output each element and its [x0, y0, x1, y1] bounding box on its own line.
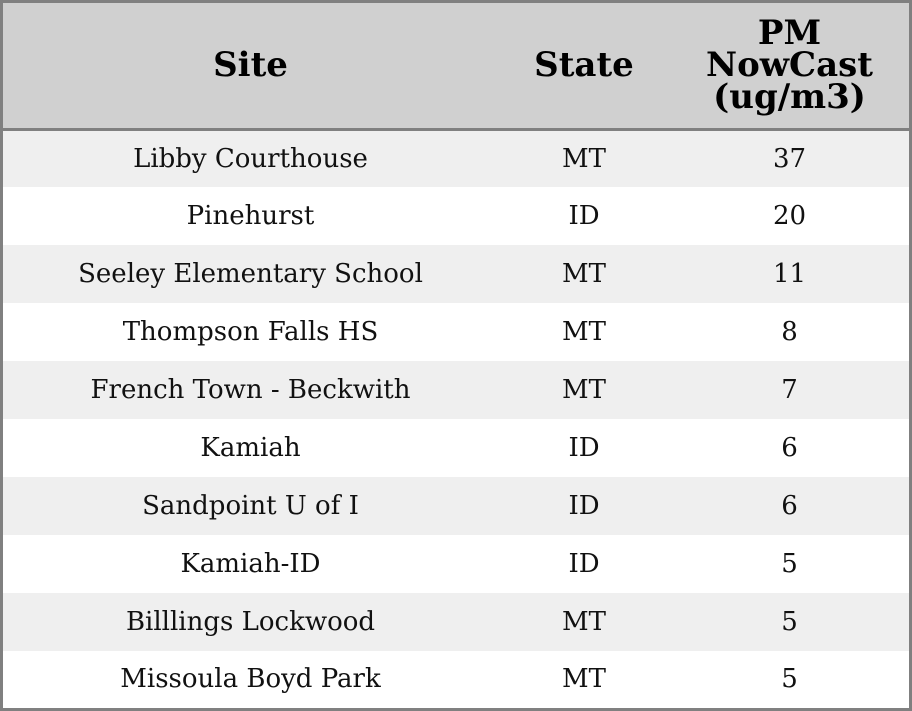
column-header-site[interactable]: Site — [3, 3, 498, 129]
state-cell: ID — [568, 201, 600, 231]
table-row — [3, 477, 909, 535]
column-header-state[interactable]: State — [498, 3, 670, 129]
site-cell: Libby Courthouse — [133, 143, 368, 174]
pm-nowcast-cell: 6 — [781, 491, 798, 521]
column-header-pm-nowcast[interactable] — [670, 3, 909, 129]
pm-nowcast-cell: 11 — [772, 259, 807, 289]
table-row — [3, 361, 909, 419]
pm-nowcast-cell: 5 — [781, 549, 798, 579]
table-row — [3, 419, 909, 477]
site-cell: Seeley Elementary School — [78, 259, 423, 289]
state-cell: MT — [562, 259, 606, 289]
site-cell: Kamiah — [200, 433, 301, 463]
pm-header-line-2: NowCast — [706, 45, 873, 86]
state-cell: MT — [562, 607, 606, 637]
table-row — [3, 651, 909, 707]
table-row — [3, 187, 909, 245]
header-row — [3, 3, 909, 129]
table-row — [3, 303, 909, 361]
data-table — [3, 3, 909, 707]
site-cell: Pinehurst — [186, 201, 315, 231]
pm-nowcast-cell: 5 — [781, 664, 798, 694]
table-row — [3, 535, 909, 593]
state-cell: ID — [568, 491, 600, 521]
state-cell: ID — [568, 549, 600, 579]
table-row — [3, 245, 909, 303]
table-body — [3, 129, 909, 707]
pm-nowcast-cell: 5 — [781, 607, 798, 637]
pm-header-line-1: PM — [757, 13, 822, 54]
pm-nowcast-cell: 20 — [772, 201, 807, 231]
site-cell: Sandpoint U of I — [142, 491, 359, 521]
table-row — [3, 593, 909, 651]
site-cell: Kamiah-ID — [180, 549, 321, 579]
pm-nowcast-cell: 6 — [781, 433, 798, 463]
site-cell: Billlings Lockwood — [125, 607, 376, 637]
state-cell: MT — [562, 317, 606, 347]
pm-header-line-3: (ug/m3) — [713, 77, 866, 118]
state-cell: MT — [562, 375, 606, 405]
pm-nowcast-cell: 37 — [772, 143, 807, 174]
site-cell: French Town - Beckwith — [90, 375, 411, 405]
state-cell: MT — [562, 143, 606, 174]
state-cell: ID — [568, 433, 600, 463]
state-cell: MT — [562, 664, 606, 694]
site-cell: Missoula Boyd Park — [120, 664, 381, 694]
table-row — [3, 129, 909, 187]
pm-nowcast-cell: 8 — [781, 317, 798, 347]
table-header — [3, 3, 909, 129]
pm-nowcast-cell: 7 — [781, 375, 798, 405]
site-cell: Thompson Falls HS — [122, 317, 379, 347]
